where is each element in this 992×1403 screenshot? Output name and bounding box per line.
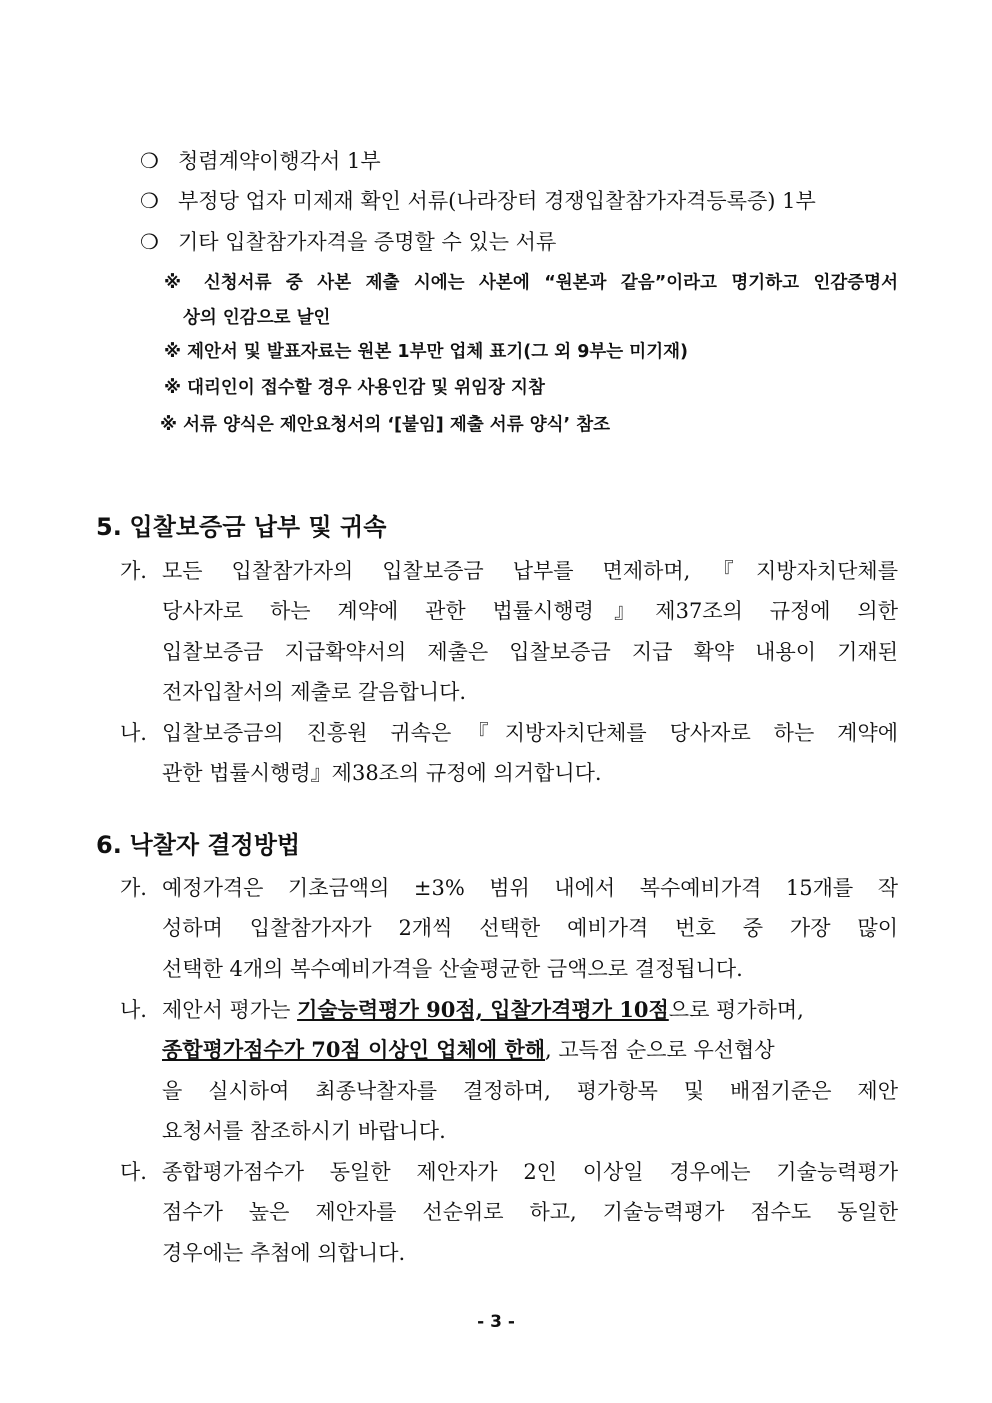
section-heading <box>96 830 300 860</box>
bullet-text: 기타 입찰참가자격을 증명할 수 있는 서류 <box>178 230 557 254</box>
bullet-text: 부정당 업자 미제재 확인 서류(나라장터 경쟁입찰참가자격등록증) 1부 <box>178 189 816 213</box>
section-heading <box>96 512 386 542</box>
item-label: 다. <box>120 1160 147 1184</box>
item-text: 경우에는 추첨에 의합니다. <box>162 1241 406 1265</box>
list-item-label-line <box>120 995 898 1025</box>
item-text: 입찰보증금의 진흥원 귀속은『지방자치단체를 당사자로 하는 계약에 <box>162 721 898 745</box>
item-text: , 고득점 순으로 우선협상 <box>545 1038 775 1062</box>
note-line: 상의 인감으로 날인 <box>183 308 331 328</box>
note-line: ※ 제안서 및 발표자료는 원본 1부만 업체 표기(그 외 9부는 미기재) <box>164 342 689 362</box>
bullet-text: 청렴계약이행각서 1부 <box>178 149 381 173</box>
item-text: 종합평가점수가 동일한 제안자가 2인 이상일 경우에는 기술능력평가 <box>162 1160 898 1184</box>
note-line: ※ 신청서류 중 사본 제출 시에는 사본에 “원본과 같음”이라고 명기하고 인감증명서 <box>164 273 898 293</box>
item-text: 성하며 입찰참가자가 2개씩 선택한 예비가격 번호 중 가장 많이 <box>162 916 898 940</box>
list-item-label-line <box>120 556 898 586</box>
item-label: 나. <box>120 998 147 1022</box>
circle-bullet-icon: ❍ <box>140 189 159 213</box>
item-text: 을 실시하여 최종낙찰자를 결정하며, 평가항목 및 배점기준은 제안 <box>162 1079 898 1103</box>
list-item-label-line <box>120 873 898 903</box>
section-number: 5. <box>96 513 122 541</box>
item-label: 가. <box>120 876 147 900</box>
list-item-label-line <box>120 1157 898 1187</box>
bullet-item <box>140 146 900 176</box>
underlined-emphasis: 기술능력평가 90점, 입찰가격평가 10점 <box>297 997 669 1022</box>
note-line: ※ 서류 양식은 제안요청서의 ‘[붙임] 제출 서류 양식’ 참조 <box>160 415 611 435</box>
item-text: 으로 평가하며, <box>668 998 804 1022</box>
item-text: 요청서를 참조하시기 바랍니다. <box>162 1119 446 1143</box>
list-item-label-line <box>120 718 898 748</box>
note-line: ※ 대리인이 접수할 경우 사용인감 및 위임장 지참 <box>164 378 545 398</box>
section-title: 낙찰자 결정방법 <box>129 830 301 859</box>
item-text: 입찰보증금 지급확약서의 제출은 입찰보증금 지급 확약 내용이 기재된 <box>162 640 898 664</box>
item-text: 당사자로 하는 계약에 관한 법률시행령』제37조의 규정에 의한 <box>162 599 898 623</box>
circle-bullet-icon: ❍ <box>140 230 159 254</box>
bullet-item <box>140 227 900 257</box>
item-text: 점수가 높은 제안자를 선순위로 하고, 기술능력평가 점수도 동일한 <box>162 1200 898 1224</box>
item-text: 전자입찰서의 제출로 갈음합니다. <box>162 680 467 704</box>
item-text-line <box>162 1035 775 1065</box>
circle-bullet-icon: ❍ <box>140 149 159 173</box>
item-label: 가. <box>120 559 147 583</box>
item-text: 선택한 4개의 복수예비가격을 산술평균한 금액으로 결정됩니다. <box>162 957 743 981</box>
underlined-emphasis: 종합평가점수가 70점 이상인 업체에 한해 <box>162 1037 546 1062</box>
item-text: 제안서 평가는 <box>162 998 298 1022</box>
section-title: 입찰보증금 납부 및 귀속 <box>129 512 387 541</box>
item-label: 나. <box>120 721 147 745</box>
item-text: 관한 법률시행령』제38조의 규정에 의거합니다. <box>162 761 602 785</box>
item-text: 예정가격은 기초금액의 ±3% 범위 내에서 복수예비가격 15개를 작 <box>162 876 898 900</box>
item-text: 모든 입찰참가자의 입찰보증금 납부를 면제하며,『지방자치단체를 <box>162 559 898 583</box>
section-number: 6. <box>96 831 122 859</box>
page-number: - 3 - <box>477 1312 515 1332</box>
bullet-item <box>140 186 900 216</box>
